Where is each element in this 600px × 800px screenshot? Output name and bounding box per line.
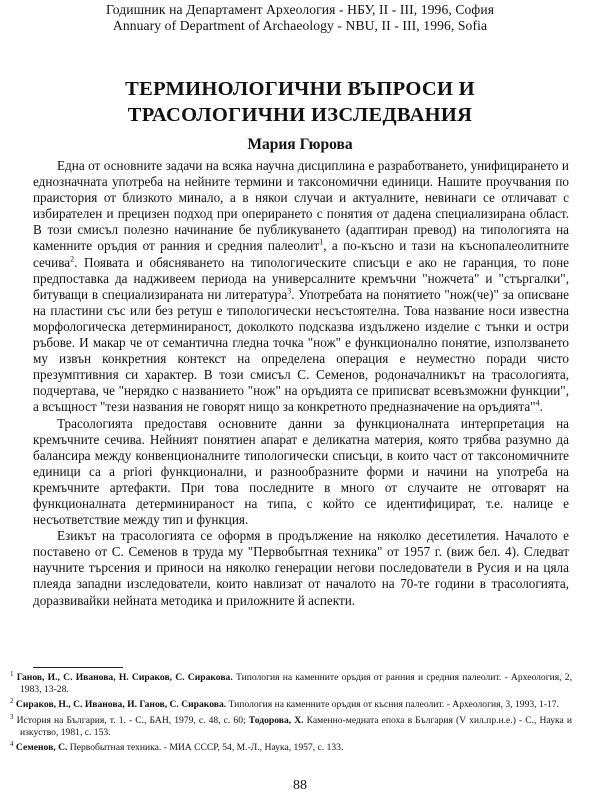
footnote-4 [6, 739, 572, 754]
page-number: 88 [293, 778, 307, 793]
title-line-1: ТЕРМИНОЛОГИЧНИ ВЪПРОСИ И [125, 78, 475, 100]
running-header [0, 2, 600, 34]
footnote-number: 3 [10, 712, 14, 721]
article-body [33, 158, 569, 609]
footnote-ref-2: 2 [70, 254, 75, 264]
footnote-authors: Семенов, С. [15, 742, 68, 754]
footnote-text: Типология на каменните оръдия от ранния и средния палеолит. - Археология, 2, 1983, 13-28. [20, 672, 573, 696]
footnote-2 [6, 699, 572, 711]
author-name: Мария Гюрова [247, 136, 353, 153]
article-title [0, 76, 600, 128]
footnotes [6, 669, 573, 757]
paragraph-2: Трасологията предоставя основните данни за функционалната интерпретация на кремъчните сечива. Нейният понятиен апарат е деликатна материя, която трябва разумно да балансира между конвенционалните типологически списъци, в които част от таксономичните единици са a priori функционални, и разнообразните форми и начини на употреба на кремъчните артефакти. При това последните в много от случаите не отговарят на функционалната детерминираност на типа, с който се идентифицират, т.е. налице е несъответствие между тип и функция. [33, 415, 569, 528]
footnote-number: 1 [10, 669, 14, 678]
header-line-bulgarian: Годишник на Департамент Археология - НБУ, II - III, 1996, София [105, 2, 495, 17]
footnote-number: 4 [10, 739, 14, 748]
footnote-text: Первобытная техника. - МИА СССР, 54, М.-Л., Наука, 1957, с. 133. [67, 742, 344, 754]
title-line-2: ТРАСОЛОГИЧНИ ИЗСЛЕДВАНИЯ [127, 104, 473, 126]
paragraph-1 [33, 158, 569, 416]
footnote-number: 2 [10, 697, 14, 706]
paragraph-3: Езикът на трасологията се оформя в продължение на няколко десетилетия. Началото е поставено от С. Семенов в труда му "Первобытная техника" от 1957 г. (виж бел. 4). Следват научните търсения и приноси на няколко генерации негови последователи в Русия и на цяла плеяда западни изследователи, които навлизат от началото на 70-те години в трасологията, доразвивайки нейната методика и приложните й аспекти. [33, 528, 569, 608]
footnote-1 [6, 669, 573, 696]
header-line-english: Annuary of Department of Archaeology - NBU, II - III, 1996, Sofia [112, 18, 488, 33]
footnote-ref-1: 1 [319, 238, 324, 248]
paragraph-1-text-d: . Употребата на понятието "нож(че)" за описване на пластини със или без ретуш е типологически несъстоятелна. Това название носи известна морфологическа детерминираност, доколкото подсказва издължено изделие с тънки и остри ръбове. И макар че от семантична гледна точка "нож" е функционално понятие, използването му извън конкретния контекст на определена операция е неуместно поради чисто презумптивния си характер. В този смисъл С. Семенов, родоначалникът на трасологията, подчертава, че "нерядко с названието "нож" на оръдията се приписват всевъзможни функции", а всъщност "тези названия не говорят нищо за конкретното предназначение на оръдията" [33, 286, 569, 415]
paragraph-1-text-e: . [539, 399, 543, 415]
footnote-text: Каменно-медната епоха в България (V хил.пр.н.е.) - С., Наука и изкуство, 1981, с. 153. [20, 714, 572, 738]
paragraph-1-text-b: , а по-късно и тази на къснопалеолитните сечива [33, 238, 569, 270]
footnote-divider [33, 667, 123, 668]
paragraph-1-text-c: . Появата и обясняването на типологическите списъци е ако не гаранция, то поне предпоставка да надживеем периода на универсалните кремъчни "ножчета" и "стъргалки", битуващи в специализираната ни литература [33, 254, 569, 302]
footnote-authors: Сираков, Н., С. Иванова, И. Ганов, С. Сиракова. [15, 699, 227, 711]
paragraph-1-text-a: Една от основните задачи на всяка научна дисциплина е разработването, унифицирането и еднозначната употреба на нейните термини и таксономични единици. Нашите проучвания по праистория от близкото минало, а в някои случаи и актуалните, невинаги се отличават с избирателен и прецизен подход при оперирането с понятия от дадена специализирана област. В този смисъл полезно начинание бе публикуването (адаптиран превод) на типологията на каменните оръдия от ранния и средния палеолит [33, 158, 569, 254]
footnote-authors: Ганов, И., С. Иванова, Н. Сираков, С. Сиракова. [16, 672, 233, 683]
footnote-text: Типология на каменните оръдия от късния палеолит. - Археология, 3, 1993, 1-17. [226, 699, 559, 711]
footnote-pretext: История на България, т. 1. - С., БАН, 1979, с. 48, с. 60; [13, 714, 249, 726]
footnote-authors: Тодорова, Х. [248, 714, 304, 726]
footnote-ref-3: 3 [287, 286, 292, 296]
footnote-ref-4: 4 [535, 399, 540, 409]
footnote-3 [6, 712, 572, 739]
